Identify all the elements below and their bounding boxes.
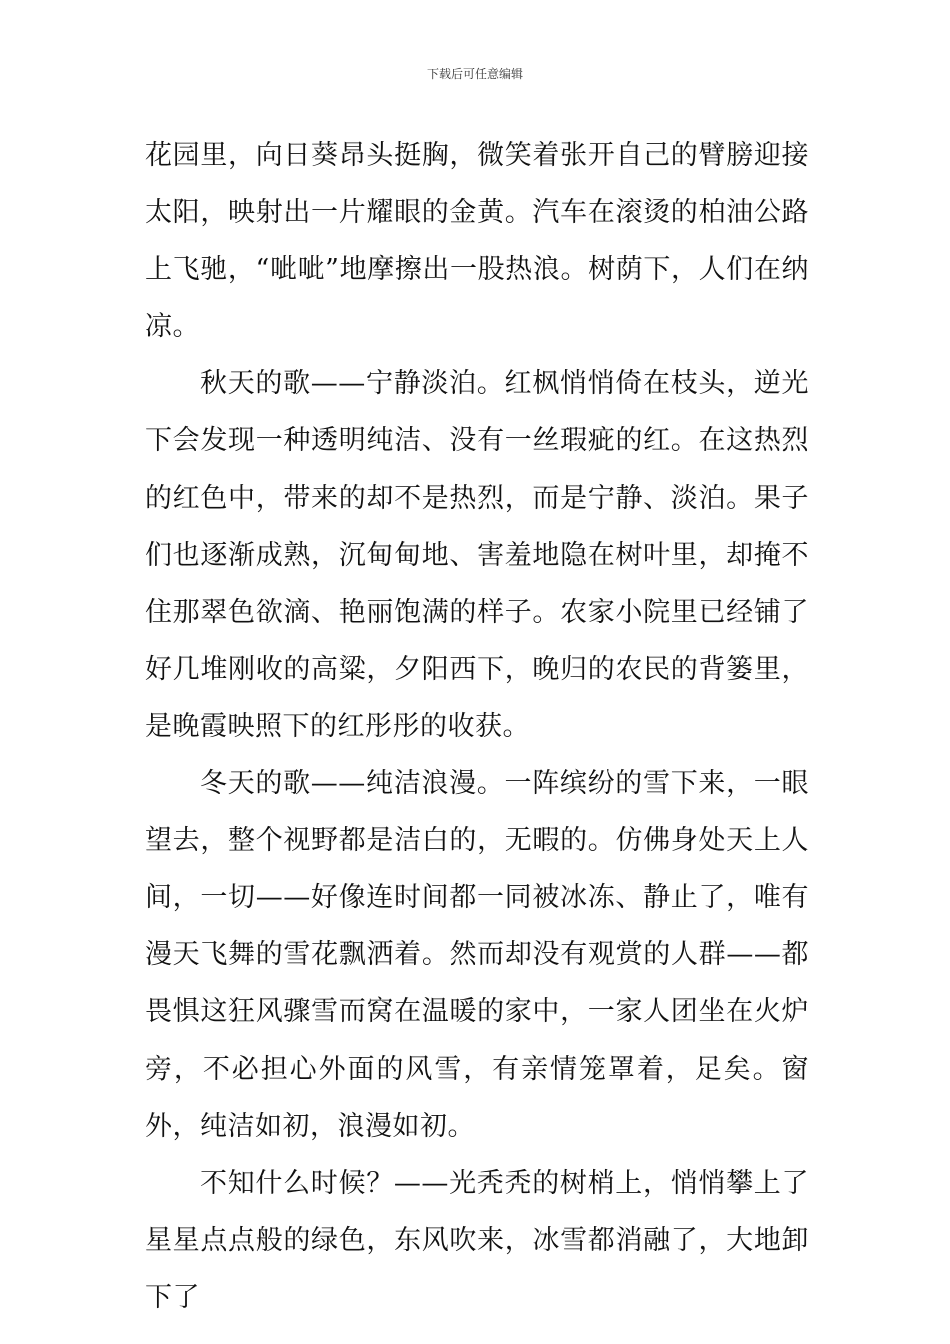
page-header: 下载后可任意编辑	[426, 67, 523, 81]
paragraph-summer-continued: 花园里，向日葵昂头挺胸，微笑着张开自己的臂膀迎接太阳，映射出一片耀眼的金黄。汽车在滚烫的柏油公路上飞驰，“呲呲”地摩擦出一股热浪。树荫下，人们在纳凉。	[145, 140, 809, 343]
paragraph-spring: 不知什么时候？——光秃秃的树梢上，悄悄攀上了星星点点般的绿色，东风吹来，冰雪都消融了，大地卸下了	[145, 1167, 809, 1313]
paragraph-autumn: 秋天的歌——宁静淡泊。红枫悄悄倚在枝头，逆光下会发现一种透明纯洁、没有一丝瑕疵的红。在这热烈的红色中，带来的却不是热烈，而是宁静、淡泊。果子们也逐渐成熟，沉甸甸地、害羞地隐在树叶里，却掩不住那翠色欲滴、艳丽饱满的样子。农家小院里已经铺了好几堆刚收的高粱，夕阳西下，晚归的农民的背篓里，是晚霞映照下的红彤彤的收获。	[145, 368, 809, 742]
document-body	[145, 127, 809, 1326]
paragraph-winter: 冬天的歌——纯洁浪漫。一阵缤纷的雪下来，一眼望去，整个视野都是洁白的，无暇的。仿佛身处天上人间，一切——好像连时间都一同被冰冻、静止了，唯有漫天飞舞的雪花飘洒着。然而却没有观赏的人群——都畏惧这狂风骤雪而窝在温暖的家中，一家人团坐在火炉旁，不必担心外面的风雪，有亲情笼罩着，足矣。窗外，纯洁如初，浪漫如初。	[145, 768, 809, 1142]
